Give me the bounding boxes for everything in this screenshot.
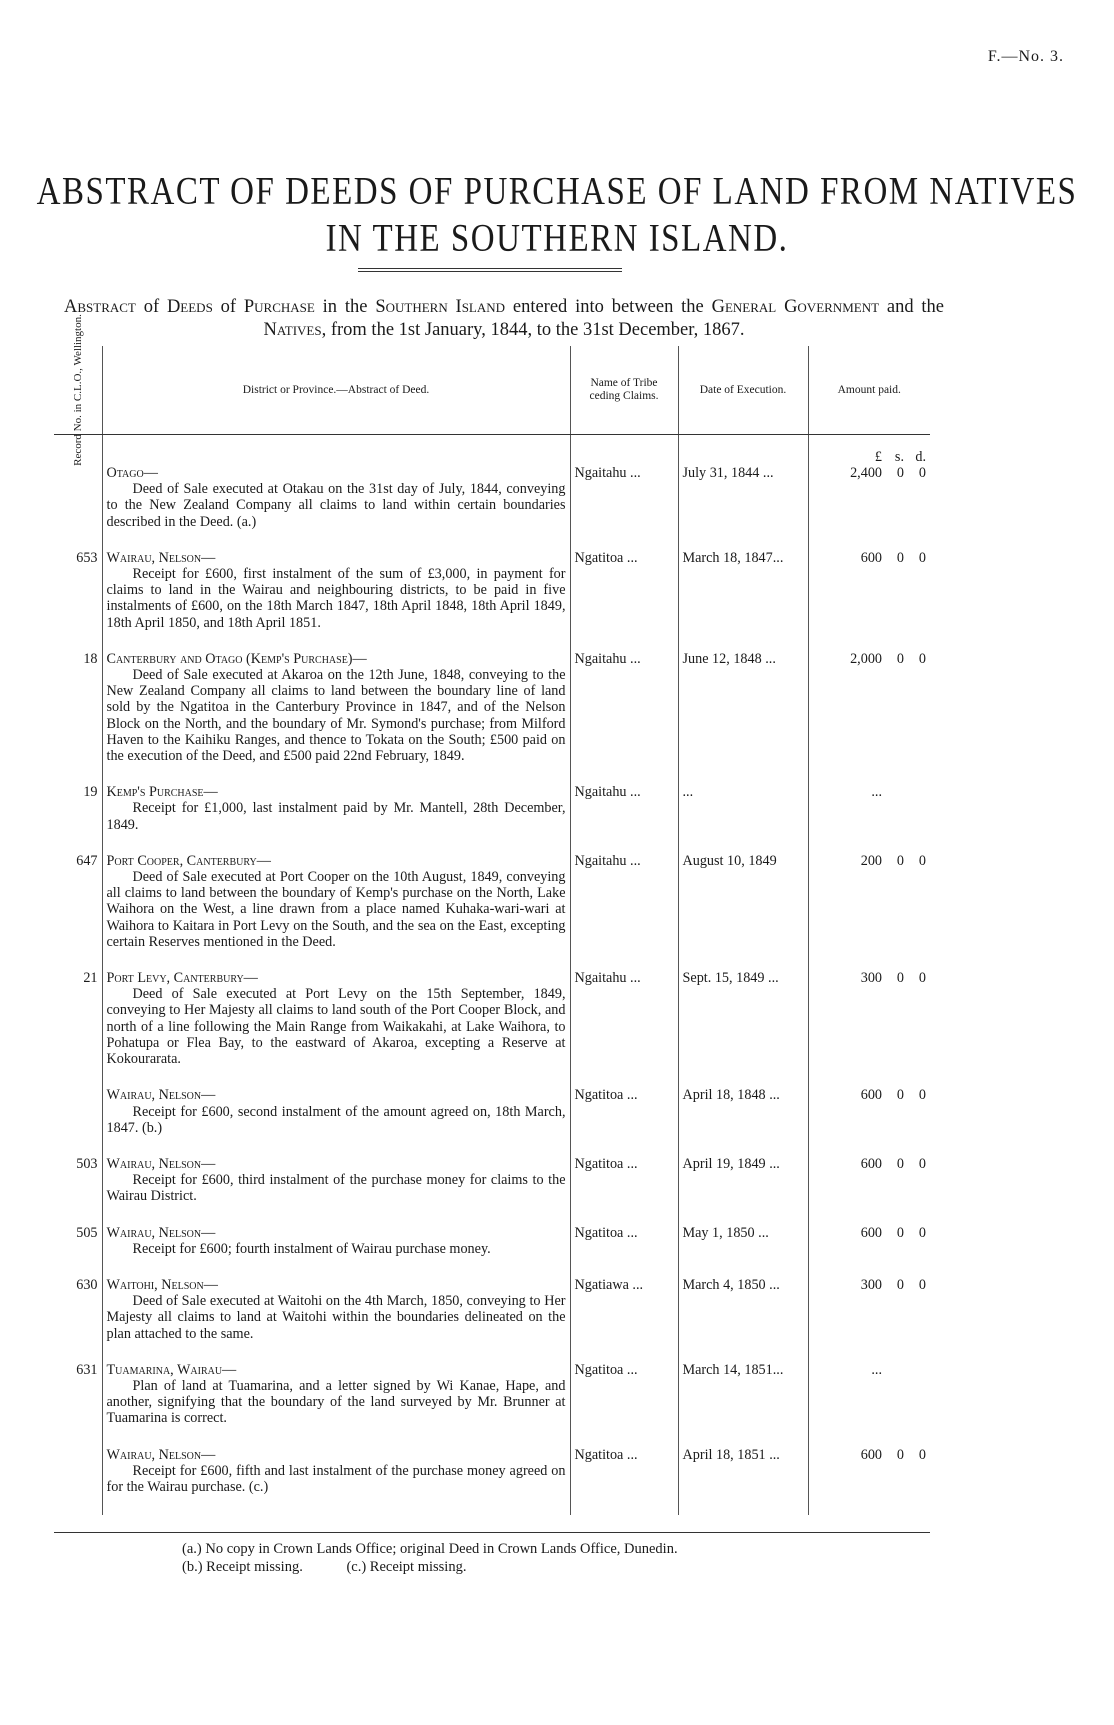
deed-abstract [102,1225,570,1277]
unit-pounds: £ [874,449,882,465]
amount-cell [808,435,930,550]
amount-cell [808,970,930,1087]
date-cell [678,1225,808,1277]
district-name: Waitohi, Nelson— [106,1276,218,1293]
date-cell [678,550,808,651]
amount-pounds: ... [871,784,882,801]
record-number [54,1087,102,1156]
footnote-b: (b.) Receipt missing. [182,1559,303,1575]
date-cell [678,1277,808,1362]
record-number: 18 [83,650,98,667]
amount-cell [808,784,930,853]
table-row [54,651,930,784]
table-row [54,1156,930,1225]
date-cell [678,1447,808,1516]
footnotes [182,1540,678,1576]
deed-text: Receipt for £600, second instalment of the amount agreed on, 18th March, 1847. (b.) [106,1103,566,1136]
date-cell [678,1362,808,1447]
subtitle-part: Abstract [64,297,136,317]
amount-paid [832,1087,926,1103]
tribe-cell [570,1447,678,1516]
title-line-2: IN THE SOUTHERN ISLAND. [325,217,789,261]
amount-pounds: 600 [860,1224,882,1241]
deed-abstract [102,435,570,550]
amount-pounds: ... [871,1361,882,1378]
currency-units [832,449,926,465]
deed-abstract [102,651,570,784]
tribe-cell [570,1225,678,1277]
document-title [0,168,1114,262]
table-row [54,1362,930,1447]
title-rule [358,268,622,272]
table-row [54,970,930,1087]
record-number: 19 [83,784,98,801]
amount-paid [832,1447,926,1463]
amount-shillings: 0 [896,1276,904,1293]
record-number: 630 [76,1276,98,1293]
column-header-tribe: Name of Tribe ceding Claims. [570,346,678,435]
subtitle-part: Southern Island [375,297,506,317]
deed-abstract [102,1447,570,1516]
page-reference: F.—No. 3. [987,48,1064,65]
deed-abstract [102,1277,570,1362]
tribe-cell [570,1362,678,1447]
subtitle-part: in the [314,297,376,317]
district-name: Wairau, Nelson— [106,1446,216,1463]
district-name: Wairau, Nelson— [106,1224,216,1241]
amount-pounds: 600 [860,1087,882,1104]
record-number: 21 [83,970,98,987]
tribe-cell [570,1156,678,1225]
amount-cell [808,1447,930,1516]
amount-shillings: 0 [896,1087,904,1104]
unit-shillings: s. [894,449,904,465]
amount-pence: 0 [918,465,926,482]
amount-pounds: 2,400 [850,465,882,482]
amount-pence: 0 [918,970,926,987]
tribe-name: Ngaitahu ... [574,784,641,801]
subtitle-part: of [212,297,244,317]
table-row [54,1087,930,1156]
amount-paid [832,550,926,566]
amount-pence: 0 [918,1087,926,1104]
deed-abstract [102,1156,570,1225]
execution-date: March 18, 1847... [682,549,784,566]
district-name: Port Cooper, Canterbury— [106,852,271,869]
tribe-name: Ngatitoa ... [574,1155,638,1172]
amount-shillings: 0 [896,1224,904,1241]
amount-pence: 0 [918,1224,926,1241]
tribe-name: Ngatiawa ... [574,1276,644,1293]
tribe-name: Ngatitoa ... [574,1087,638,1104]
district-name: Kemp's Purchase— [106,784,218,801]
subtitle-part: Purchase [243,297,315,317]
subtitle-part: of [135,297,167,317]
amount-shillings: 0 [896,1446,904,1463]
deed-text: Receipt for £600, third instalment of the purchase money for claims to the Wairau District. [106,1172,566,1205]
tribe-name: Ngatitoa ... [574,1446,638,1463]
amount-paid [832,970,926,986]
deed-text: Deed of Sale executed at Akaroa on the 12th June, 1848, conveying to the New Zealand Company all claims to land between the boundary line of land sold by the Ngatitoa in the Canterbury Province in 1847, and of the Nelson Block on the North, and the boundary of Mr. Symond's purchase; from Milford Haven to the Kaihiku Ranges, and thence to Tokata on the South; £500 paid on the execution of the Deed, and £500 paid 22nd February, 1849. [106,667,566,765]
record-number: 647 [76,852,98,869]
amount-pounds: 300 [860,1276,882,1293]
execution-date: ... [682,784,694,801]
amount-pence: 0 [918,1446,926,1463]
district-name: Tuamarina, Wairau— [106,1361,237,1378]
table-row [54,1447,930,1516]
tribe-cell [570,1087,678,1156]
tribe-cell [570,1277,678,1362]
subtitle-part: General Government [711,297,880,317]
table-row [54,550,930,651]
date-cell [678,784,808,853]
deed-text: Deed of Sale executed at Port Levy on the 15th September, 1849, conveying to Her Majesty all claims to land south of the Port Cooper Block, and north of a line following the Main Range from Waikakahi, at Lake Waihora, to Pohatupa or Flea Bay, to the eastward of Akaroa, excepting a Reserve at Kokourarata. [106,986,566,1068]
date-cell [678,1156,808,1225]
amount-pence: 0 [918,1276,926,1293]
amount-cell [808,1087,930,1156]
amount-shillings: 0 [896,549,904,566]
execution-date: July 31, 1844 ... [682,465,774,481]
table-header-row [54,346,930,435]
deed-text: Deed of Sale executed at Otakau on the 31st day of July, 1844, conveying to the New Zealand Company all claims to land within certain boundaries described in the Deed. (a.) [106,481,566,530]
execution-date: June 12, 1848 ... [682,650,776,667]
deed-abstract [102,1087,570,1156]
amount-paid [832,853,926,869]
amount-cell [808,853,930,970]
deed-text: Receipt for £600, first instalment of the sum of £3,000, in payment for claims to land in the Wairau and neighbouring districts, to be paid in five instalments of £600, on the 18th March 1847, 18th April 1848, 18th April 1849, 18th April 1850, and 18th April 1851. [106,566,566,631]
amount-cell [808,1277,930,1362]
district-name: Port Levy, Canterbury— [106,970,258,987]
district-name: Wairau, Nelson— [106,1087,216,1104]
execution-date: April 19, 1849 ... [682,1155,780,1172]
amount-shillings: 0 [896,465,904,482]
amount-shillings: 0 [896,1155,904,1172]
record-number [54,1447,102,1516]
execution-date: March 4, 1850 ... [682,1276,780,1293]
amount-pounds: 600 [860,1155,882,1172]
deed-abstract [102,550,570,651]
execution-date: April 18, 1848 ... [682,1087,780,1104]
district-name: Otago— [106,465,158,481]
record-number: 503 [76,1155,98,1172]
amount-pounds: 600 [860,1446,882,1463]
amount-pence: 0 [918,650,926,667]
tribe-name: Ngaitahu ... [574,465,641,481]
amount-paid [832,784,926,800]
tribe-name: Ngaitahu ... [574,852,641,869]
tribe-cell [570,435,678,550]
amount-shillings: 0 [896,852,904,869]
district-name: Wairau, Nelson— [106,1155,216,1172]
column-header-deed: District or Province.—Abstract of Deed. [102,346,570,435]
amount-pence: 0 [918,852,926,869]
table-row [54,1277,930,1362]
amount-shillings: 0 [896,650,904,667]
date-cell [678,651,808,784]
unit-pence: d. [915,449,926,465]
amount-paid [832,1225,926,1241]
footnote-c: (c.) Receipt missing. [346,1559,467,1575]
amount-cell [808,1225,930,1277]
amount-paid [832,465,926,481]
deed-abstract [102,1362,570,1447]
table-row [54,435,930,550]
deed-text: Receipt for £1,000, last instalment paid by Mr. Mantell, 28th December, 1849. [106,800,566,833]
execution-date: May 1, 1850 ... [682,1224,769,1241]
deed-abstract [102,784,570,853]
date-cell [678,1087,808,1156]
amount-shillings: 0 [896,970,904,987]
execution-date: Sept. 15, 1849 ... [682,970,779,987]
execution-date: April 18, 1851 ... [682,1446,780,1463]
record-number: 631 [76,1361,98,1378]
footnote-a: (a.) No copy in Crown Lands Office; original Deed in Crown Lands Office, Dunedin. [182,1541,678,1557]
amount-pounds: 300 [860,970,882,987]
tribe-name: Ngaitahu ... [574,650,641,667]
subtitle-part: , from the 1st January, 1844, to the 31st December, 1867. [321,320,745,340]
tribe-cell [570,784,678,853]
date-cell [678,435,808,550]
tribe-cell [570,970,678,1087]
amount-paid [832,1362,926,1378]
amount-cell [808,651,930,784]
tribe-name: Ngatitoa ... [574,1361,638,1378]
tribe-cell [570,853,678,970]
deed-text: Plan of land at Tuamarina, and a letter signed by Wi Kanae, Hape, and another, signifying that the boundary of the land surveyed by Mr. Brunner at Tuamarina is correct. [106,1377,566,1427]
tribe-name: Ngaitahu ... [574,970,641,987]
subtitle-part: Natives [263,320,322,340]
amount-pence: 0 [918,1155,926,1172]
tribe-name: Ngatitoa ... [574,1224,638,1241]
document-subtitle [64,296,944,342]
deed-text: Receipt for £600; fourth instalment of Wairau purchase money. [132,1240,491,1257]
subtitle-part: Deeds [166,297,213,317]
date-cell [678,970,808,1087]
amount-cell [808,550,930,651]
deed-text: Receipt for £600, fifth and last instalment of the purchase money agreed on for the Wairau purchase. (c.) [106,1462,566,1495]
table-row [54,853,930,970]
subtitle-part: and the [879,297,944,317]
column-header-record: Record No. in C.L.O., Wellington. [54,346,102,435]
deed-abstract [102,853,570,970]
amount-paid [832,651,926,667]
amount-cell [808,1362,930,1447]
column-header-date: Date of Execution. [678,346,808,435]
amount-pounds: 200 [860,852,882,869]
title-line-1: ABSTRACT OF DEEDS OF PURCHASE OF LAND FROM NATIVES [36,170,1078,213]
execution-date: August 10, 1849 [682,852,777,869]
amount-cell [808,1156,930,1225]
deed-text: Deed of Sale executed at Port Cooper on the 10th August, 1849, conveying all claims to land between the boundary of Kemp's purchase on the North, Lake Waihora on the West, a line drawn from a place named Kuhaka-wari-wari at Waihora to Kaitara in Port Levy on the South, and the sea on the East, excepting certain Reserves mentioned in the Deed. [106,869,566,950]
amount-paid [832,1156,926,1172]
deed-abstract [102,970,570,1087]
subtitle-part: entered into between the [505,297,712,317]
table-row [54,784,930,853]
amount-pounds: 2,000 [850,650,882,667]
record-number: 653 [76,549,98,566]
record-number: 505 [76,1224,98,1241]
date-cell [678,853,808,970]
execution-date: March 14, 1851... [682,1361,784,1378]
amount-pounds: 600 [860,549,882,566]
table-bottom-rule [54,1532,930,1533]
amount-paid [832,1277,926,1293]
district-name: Wairau, Nelson— [106,549,216,566]
district-name: Canterbury and Otago (Kemp's Purchase)— [106,650,367,667]
amount-pence: 0 [918,549,926,566]
deed-text: Deed of Sale executed at Waitohi on the 4th March, 1850, conveying to Her Majesty all claims to land at Waitohi within the boundaries delineated on the plan attached to the same. [106,1293,566,1342]
table-row [54,1225,930,1277]
tribe-cell [570,651,678,784]
tribe-cell [570,550,678,651]
tribe-name: Ngatitoa ... [574,549,638,566]
column-header-amount: Amount paid. [808,346,930,435]
